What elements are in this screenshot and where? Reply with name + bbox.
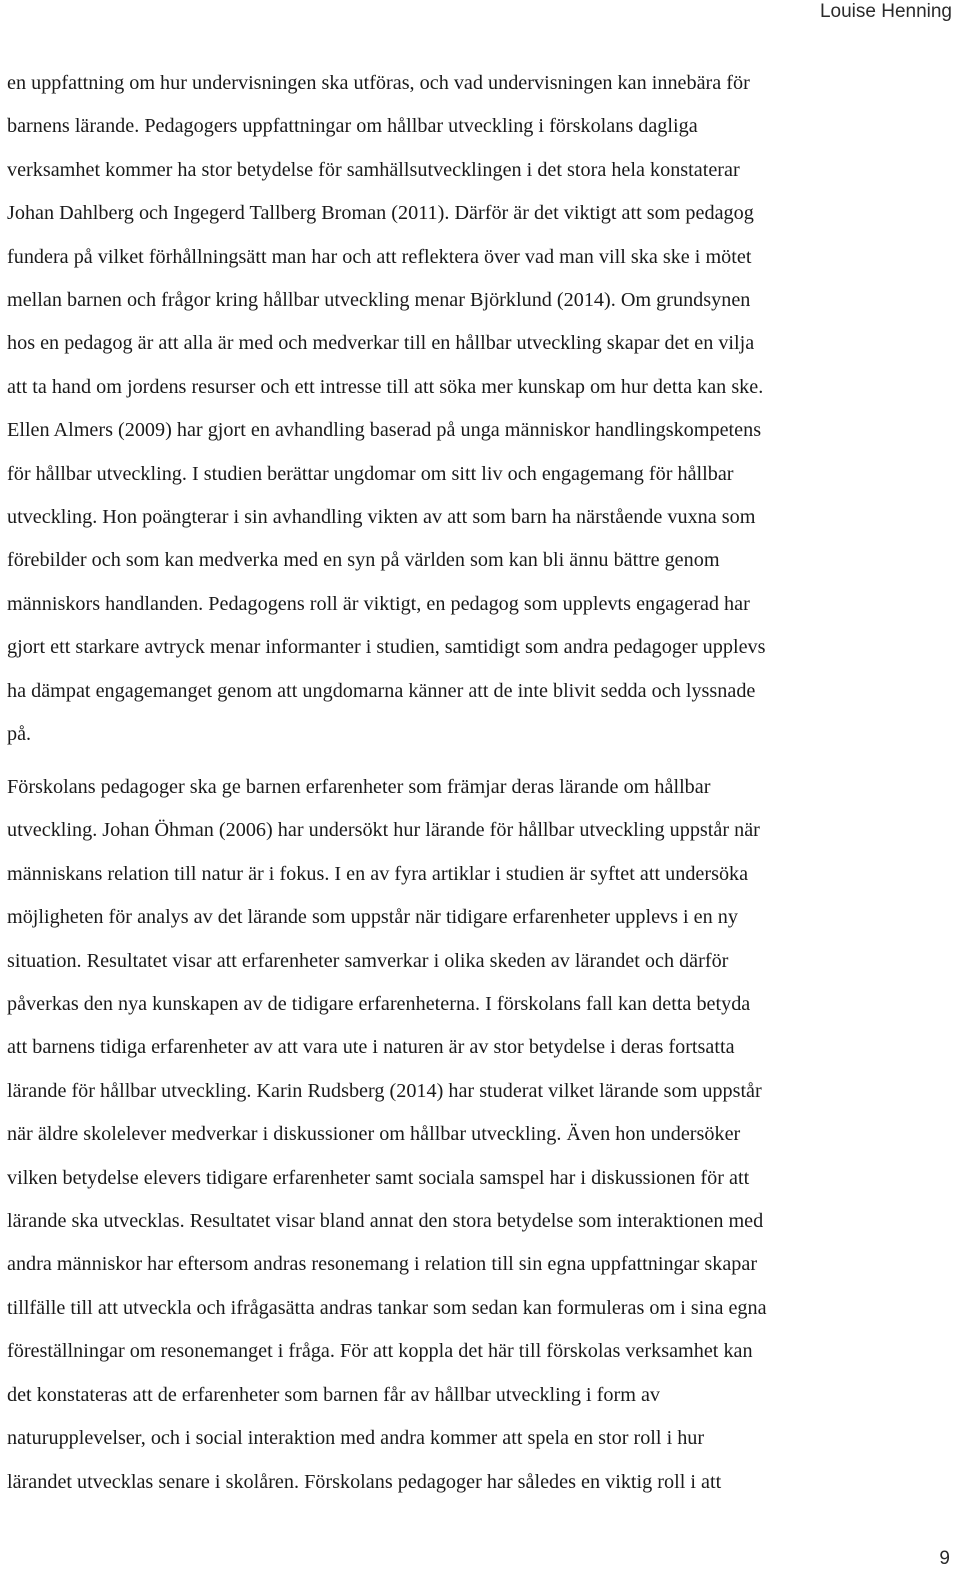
text-line: förebilder och som kan medverka med en syn på världen som kan bli ännu bättre genom <box>7 549 720 572</box>
text-line: lärandet utvecklas senare i skolåren. Förskolans pedagoger har således en viktig roll i att <box>7 1470 722 1493</box>
text-line: vilken betydelse elevers tidigare erfarenheter samt sociala samspel har i diskussionen för att <box>7 1166 750 1189</box>
text-line: Förskolans pedagoger ska ge barnen erfarenheter som främjar deras lärande om hållbar <box>7 776 711 798</box>
text-line: lärande ska utvecklas. Resultatet visar bland annat den stora betydelse som interaktionen med <box>7 1210 764 1233</box>
text-line: människans relation till natur är i fokus. I en av fyra artiklar i studien är syftet att undersöka <box>7 862 749 885</box>
text-line: utveckling. Johan Öhman (2006) har undersökt hur lärande för hållbar utveckling uppstår när <box>7 819 760 842</box>
text-line: att ta hand om jordens resurser och ett intresse till att söka mer kunskap om hur detta kan ske. <box>7 375 764 398</box>
text-line: Johan Dahlberg och Ingegerd Tallberg Broman (2011). Därför är det viktigt att som pedagog <box>7 202 754 225</box>
text-line: påverkas den nya kunskapen av de tidigare erfarenheterna. I förskolans fall kan detta betyda <box>7 993 751 1016</box>
text-line: barnens lärande. Pedagogers uppfattningar om hållbar utveckling i förskolans dagliga <box>7 115 698 138</box>
text-line: lärande för hållbar utveckling. Karin Rudsberg (2014) har studerat vilket lärande som uppstår <box>7 1079 762 1102</box>
text-line: på. <box>7 723 32 746</box>
text-line: Ellen Almers (2009) har gjort en avhandling baserad på unga människor handlingskompetens <box>7 419 762 442</box>
text-line: ha dämpat engagemanget genom att ungdomarna känner att de inte blivit sedda och lyssnade <box>7 679 756 702</box>
text-line: verksamhet kommer ha stor betydelse för samhällsutvecklingen i det stora hela konstaterar <box>7 158 740 181</box>
text-line: föreställningar om resonemanget i fråga. För att koppla det här till förskolas verksamhet kan <box>7 1340 753 1363</box>
text-line: naturupplevelser, och i social interaktion med andra kommer att spela en stor roll i hur <box>7 1427 705 1450</box>
text-line: mellan barnen och frågor kring hållbar utveckling menar Björklund (2014). Om grundsynen <box>7 289 751 312</box>
text-line: det konstateras att de erfarenheter som barnen får av hållbar utveckling i form av <box>7 1383 661 1406</box>
text-line: när äldre skolelever medverkar i diskussioner om hållbar utveckling. Även hon undersöker <box>7 1123 741 1146</box>
text-line: utveckling. Hon poängterar i sin avhandling vikten av att som barn ha närstående vuxna som <box>7 506 756 529</box>
text-line: gjort ett starkare avtryck menar informanter i studien, samtidigt som andra pedagoger upplevs <box>7 636 766 659</box>
body-paragraph-1 <box>7 62 957 757</box>
text-line: hos en pedagog är att alla är med och medverkar till en hållbar utveckling skapar det en vilja <box>7 332 755 355</box>
text-line: en uppfattning om hur undervisningen ska utföras, och vad undervisningen kan innebära för <box>7 72 750 94</box>
text-line: fundera på vilket förhållningsätt man har och att reflektera över vad man vill ska ske i mötet <box>7 245 752 268</box>
text-line: för hållbar utveckling. I studien berättar ungdomar om sitt liv och engagemang för hållbar <box>7 462 734 485</box>
page-number: 9 <box>939 1548 950 1569</box>
text-line: att barnens tidiga erfarenheter av att vara ute i naturen är av stor betydelse i deras fortsatta <box>7 1036 735 1059</box>
text-line: situation. Resultatet visar att erfarenheter samverkar i olika skeden av lärandet och därför <box>7 949 729 972</box>
text-line: människors handlanden. Pedagogens roll är viktigt, en pedagog som upplevts engagerad har <box>7 592 750 615</box>
text-line: andra människor har eftersom andras resonemang i relation till sin egna uppfattningar skapar <box>7 1253 758 1276</box>
text-line: möjligheten för analys av det lärande som uppstår när tidigare erfarenheter upplevs i en ny <box>7 906 738 929</box>
running-header-author: Louise Henning <box>819 1 952 22</box>
text-line: tillfälle till att utveckla och ifrågasätta andras tankar som sedan kan formuleras om i sina egna <box>7 1296 767 1319</box>
body-paragraph-2 <box>7 766 957 1504</box>
